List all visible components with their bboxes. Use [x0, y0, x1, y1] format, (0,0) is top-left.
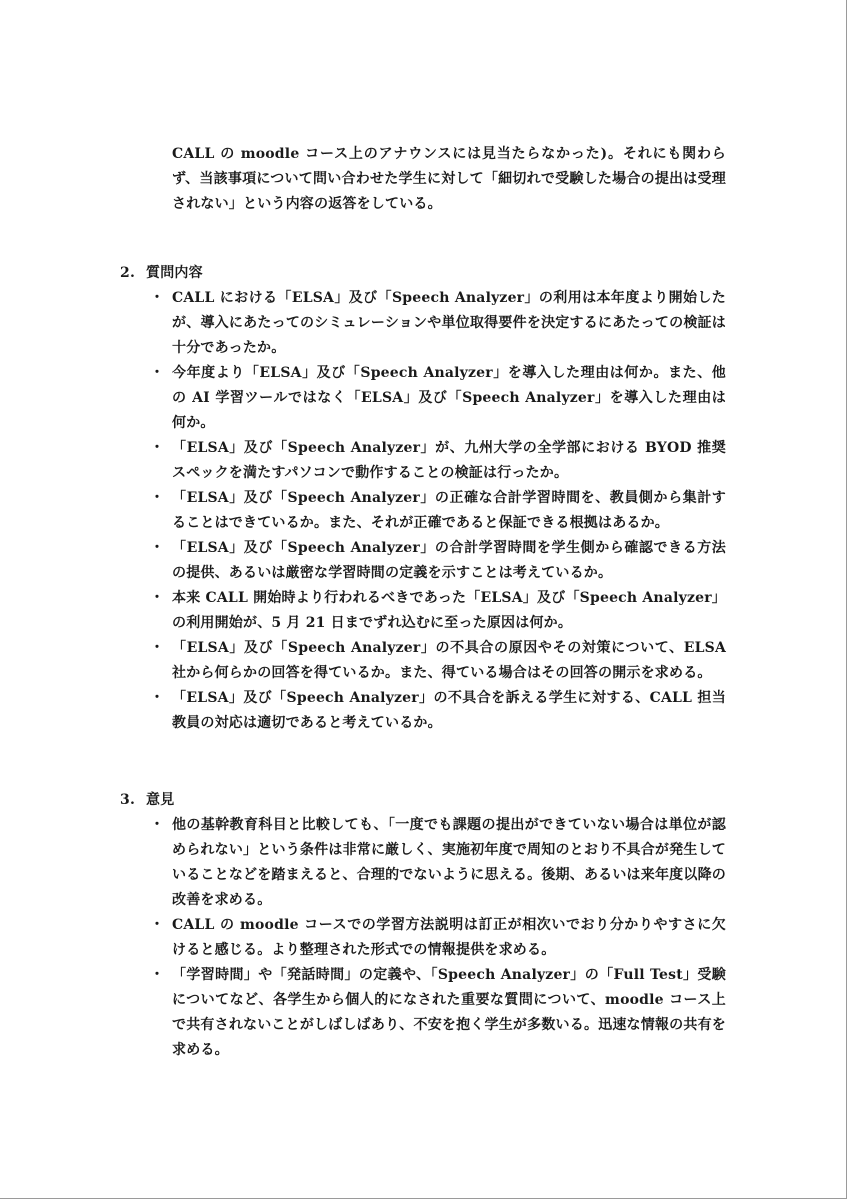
list-item-text: 「ELSA」及び「Speech Analyzer」の不具合を訴える学生に対する、CALL 担当教員の対応は適切であると考えているか。 [172, 690, 726, 731]
list-item-text: 本来 CALL 開始時より行われるべきであった「ELSA」及び「Speech Analyzer」の利用開始が、5 月 21 日までずれ込むに至った原因は何か。 [172, 590, 726, 631]
list-item [120, 963, 726, 1063]
list-item-text: 「ELSA」及び「Speech Analyzer」の不具合の原因やその対策について、ELSA 社から何らかの回答を得ているか。また、得ている場合はその回答の開示を求める。 [172, 640, 726, 681]
bullet-icon: ・ [150, 917, 165, 933]
question-list [120, 286, 726, 736]
list-item-text: CALL の moodle コースでの学習方法説明は訂正が相次いでおり分かりやすさに欠けると感じる。より整理された形式での情報提供を求める。 [172, 917, 726, 958]
list-item [120, 636, 726, 686]
list-item [120, 913, 726, 963]
list-item [120, 586, 726, 636]
bullet-icon: ・ [150, 817, 165, 833]
list-item-text: 「ELSA」及び「Speech Analyzer」の正確な合計学習時間を、教員側から集計することはできているか。また、それが正確であると保証できる根拠はあるか。 [172, 490, 726, 531]
bullet-icon: ・ [150, 967, 165, 983]
section-number: 3. [120, 792, 136, 808]
section-questions [120, 261, 726, 736]
list-item [120, 536, 726, 586]
bullet-icon: ・ [150, 590, 165, 606]
intro-paragraph: CALL の moodle コース上のアナウンスには見当たらなかった)。それにも関わらず、当該事項について問い合わせた学生に対して「細切れで受験した場合の提出は受理されない」という内容の返答をしている。 [172, 146, 726, 212]
bullet-icon: ・ [150, 690, 165, 706]
list-item-text: 「学習時間」や「発話時間」の定義や、「Speech Analyzer」の「Full Test」受験についてなど、各学生から個人的になされた重要な質問について、moodle コース上で共有されないことがしばしばあり、不安を抱く学生が多数いる。迅速な情報の共有を求める。 [172, 967, 726, 1058]
bullet-icon: ・ [150, 365, 165, 381]
bullet-icon: ・ [150, 640, 165, 656]
list-item [120, 813, 726, 913]
section-number: 2. [120, 265, 136, 281]
list-item [120, 486, 726, 536]
list-item [120, 361, 726, 436]
list-item [120, 436, 726, 486]
list-item-text: CALL における「ELSA」及び「Speech Analyzer」の利用は本年度より開始したが、導入にあたってのシミュレーションや単位取得要件を決定するにあたっての検証は十分であったか。 [172, 290, 726, 356]
list-item [120, 686, 726, 736]
bullet-icon: ・ [150, 490, 165, 506]
list-item-text: 「ELSA」及び「Speech Analyzer」の合計学習時間を学生側から確認できる方法の提供、あるいは厳密な学習時間の定義を示すことは考えているか。 [172, 540, 726, 581]
list-item [120, 286, 726, 361]
bullet-icon: ・ [150, 290, 165, 306]
section-title: 意見 [146, 792, 175, 808]
section-heading [120, 788, 726, 813]
section-opinions [120, 788, 726, 1063]
list-item-text: 他の基幹教育科目と比較しても、「一度でも課題の提出ができていない場合は単位が認められない」という条件は非常に厳しく、実施初年度で周知のとおり不具合が発生していることなどを踏まえると、合理的でないように思える。後期、あるいは来年度以降の改善を求める。 [172, 817, 726, 908]
bullet-icon: ・ [150, 540, 165, 556]
section-title: 質問内容 [146, 265, 203, 281]
bullet-icon: ・ [150, 440, 165, 456]
opinion-list [120, 813, 726, 1063]
list-item-text: 今年度より「ELSA」及び「Speech Analyzer」を導入した理由は何か。また、他の AI 学習ツールではなく「ELSA」及び「Speech Analyzer」を導入した理由は何か。 [172, 365, 726, 431]
list-item-text: 「ELSA」及び「Speech Analyzer」が、九州大学の全学部における BYOD 推奨スペックを満たすパソコンで動作することの検証は行ったか。 [172, 440, 726, 481]
document-body [120, 142, 726, 1063]
section-heading [120, 261, 726, 286]
